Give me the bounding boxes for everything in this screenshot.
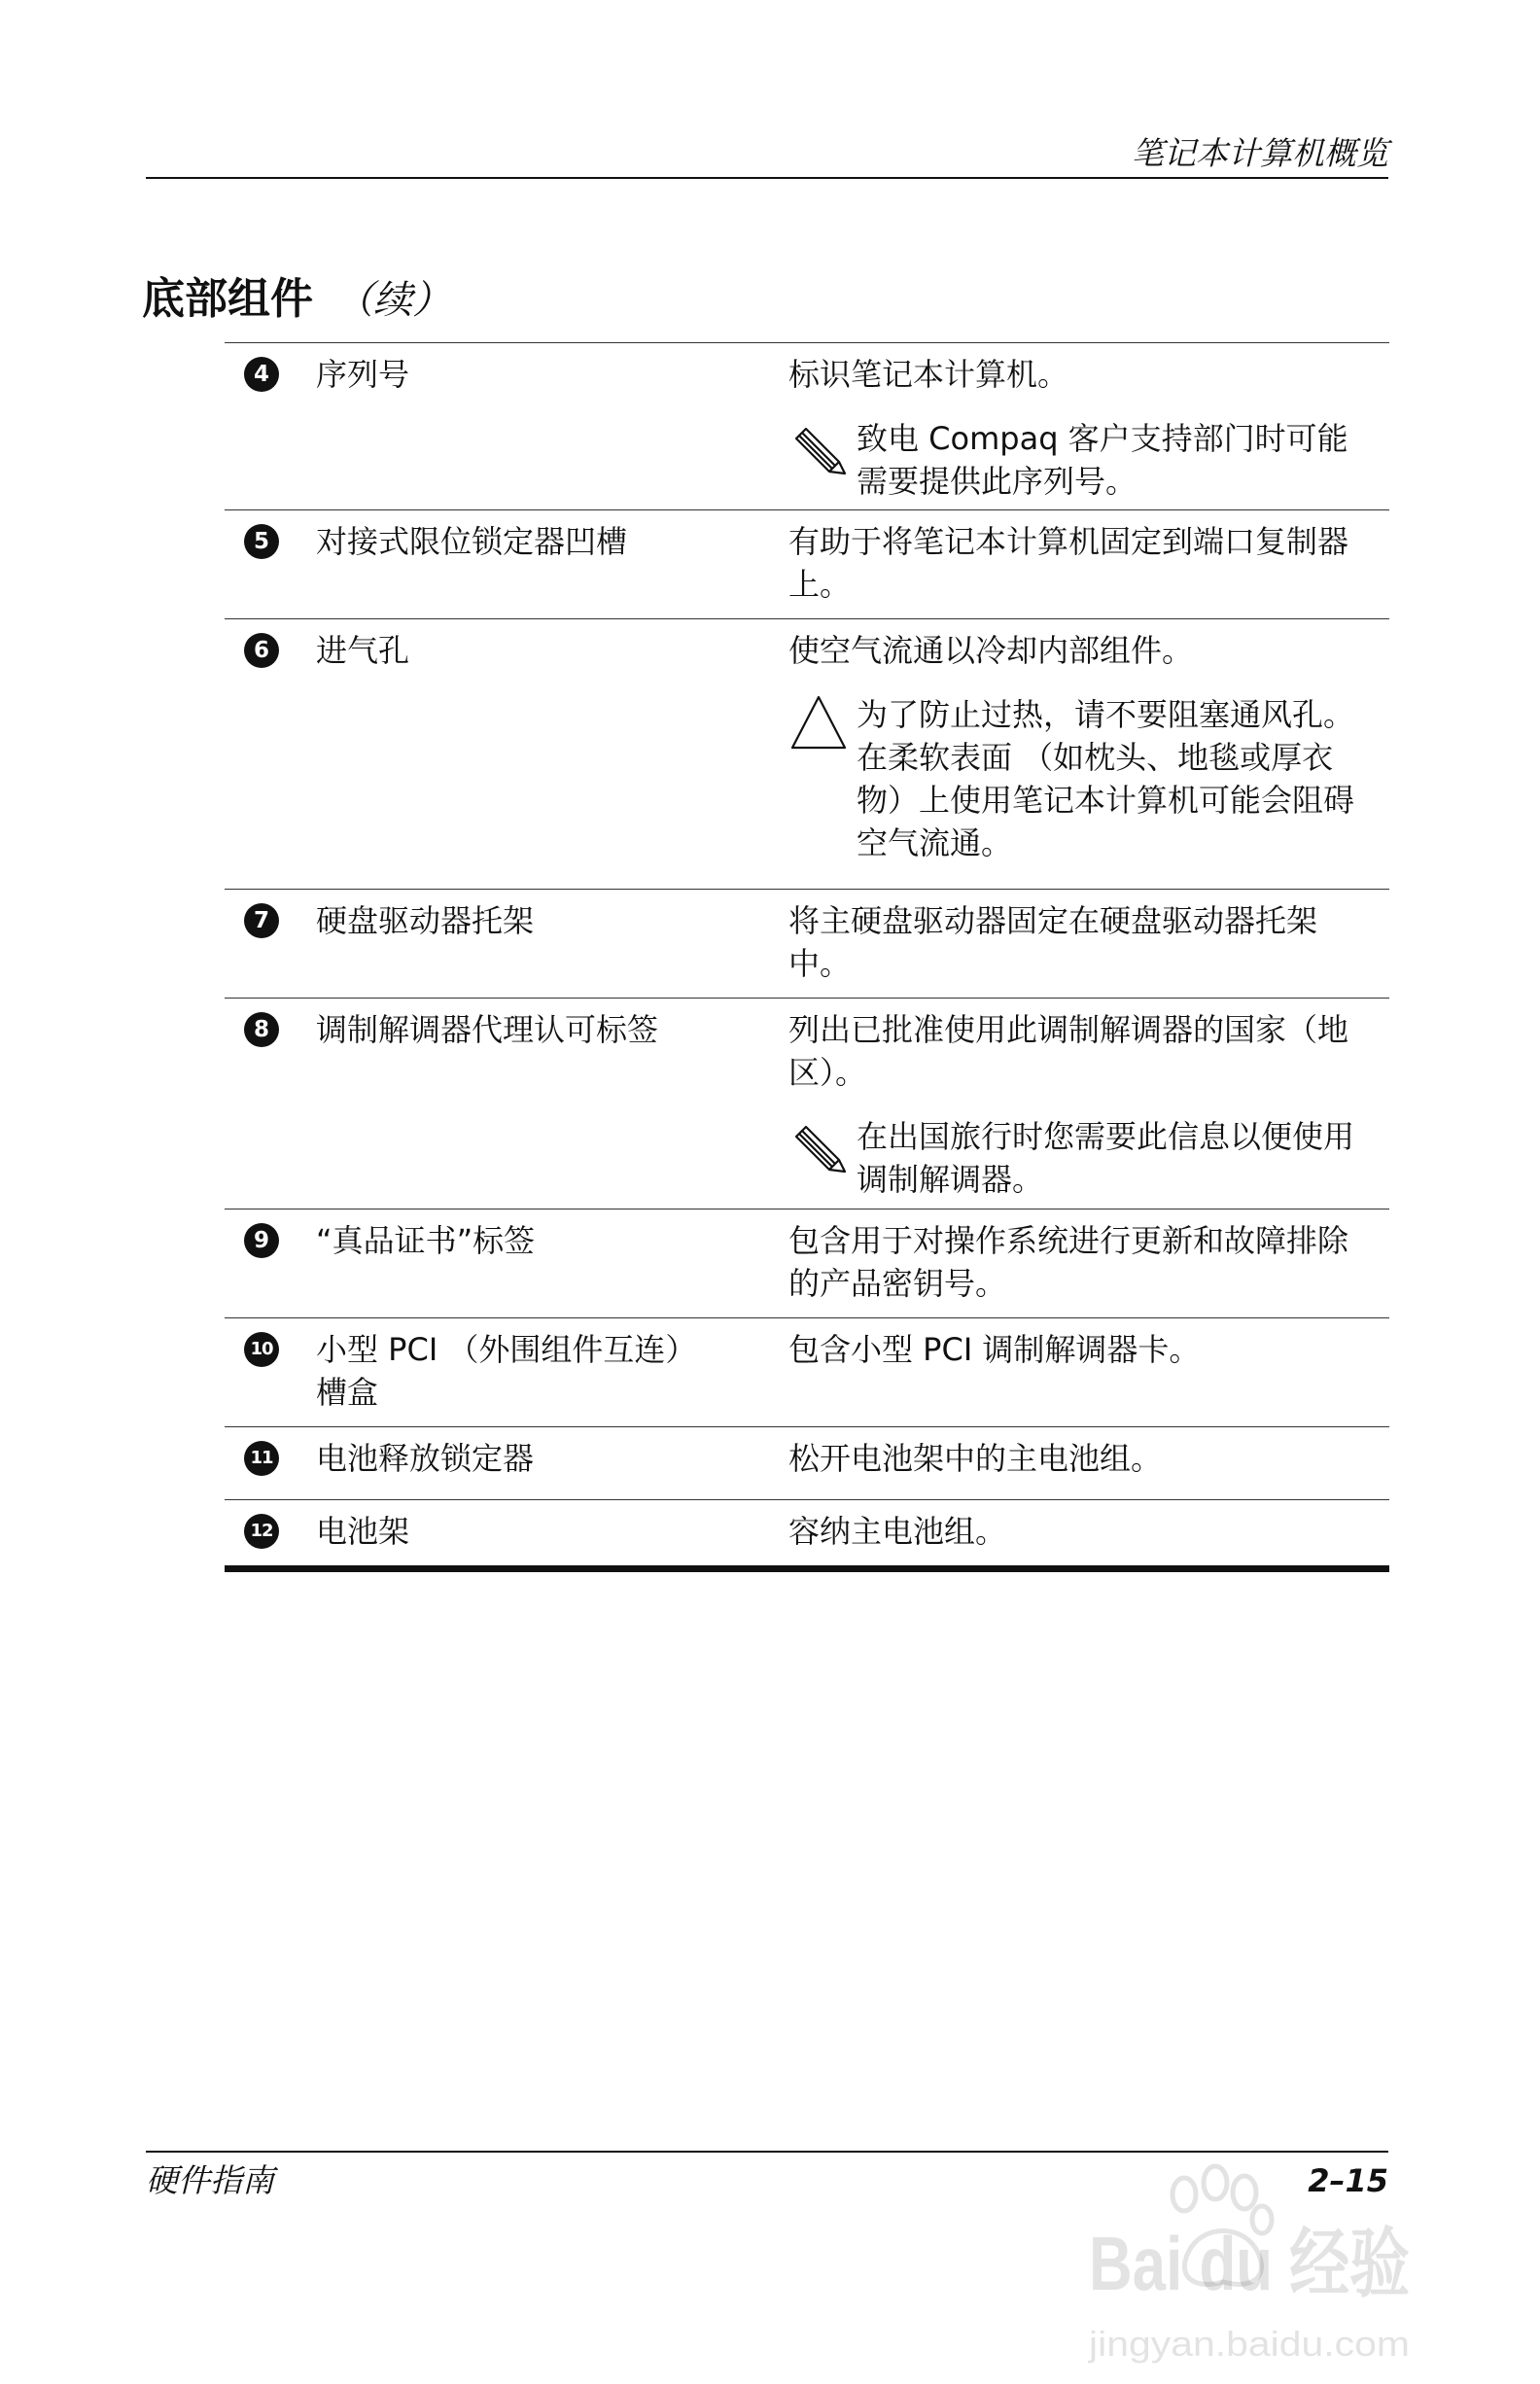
component-name: 调制解调器代理认可标签 [316, 1011, 659, 1048]
component-description: 包含用于对操作系统进行更新和故障排除的产品密钥号。 [788, 1222, 1349, 1302]
callout-number: 11 [244, 1441, 279, 1476]
component-description: 有助于将笔记本计算机固定到端口复制器上。 [788, 523, 1349, 603]
component-name: 电池架 [316, 1513, 410, 1550]
table-row [225, 998, 1389, 1209]
note-text: 在出国旅行时您需要此信息以便使用调制解调器。 [857, 1118, 1355, 1198]
component-name: 硬盘驱动器托架 [316, 902, 535, 939]
component-name: 电池释放锁定器 [316, 1440, 535, 1477]
callout-number: 6 [244, 633, 279, 668]
caution-triangle-icon [788, 693, 849, 754]
section-title-text: 底部组件 [142, 274, 313, 324]
component-description: 包含小型 PCI 调制解调器卡。 [788, 1331, 1201, 1368]
section-title [142, 272, 451, 328]
component-description [788, 353, 1372, 503]
callout-number: 12 [244, 1514, 279, 1549]
pencil-note-icon [788, 1115, 849, 1175]
table-row [225, 618, 1389, 889]
description-text: 使空气流通以冷却内部组件。 [788, 632, 1194, 669]
callout-number: 5 [244, 524, 279, 559]
callout-number: 10 [244, 1332, 279, 1367]
component-name: 序列号 [316, 356, 410, 393]
component-description: 松开电池架中的主电池组。 [788, 1440, 1163, 1477]
section-continued: （续） [334, 278, 451, 323]
note-block [788, 1115, 1372, 1201]
watermark-url: jingyan.baidu.com [1087, 2324, 1410, 2364]
description-text: 标识笔记本计算机。 [788, 356, 1069, 393]
component-description: 容纳主电池组。 [788, 1513, 1007, 1550]
callout-number: 8 [244, 1012, 279, 1047]
callout-number: 9 [244, 1223, 279, 1258]
component-table [225, 342, 1389, 1565]
component-description [788, 1008, 1372, 1201]
pencil-note-icon [788, 417, 849, 477]
note-text: 致电 Compaq 客户支持部门时可能需要提供此序列号。 [857, 420, 1348, 500]
description-text: 列出已批准使用此调制解调器的国家（地区）。 [788, 1011, 1349, 1091]
footer-book-title: 硬件指南 [146, 2161, 274, 2199]
table-bottom-rule [225, 1565, 1389, 1572]
table-row [225, 1499, 1389, 1565]
callout-number: 7 [244, 903, 279, 938]
table-row [225, 1426, 1389, 1499]
table-row [225, 1209, 1389, 1317]
component-description: 将主硬盘驱动器固定在硬盘驱动器托架中。 [788, 902, 1318, 982]
table-row [225, 342, 1389, 509]
running-header [146, 134, 1388, 179]
callout-number: 4 [244, 357, 279, 392]
component-name: 进气孔 [316, 632, 410, 669]
component-name: 小型 PCI （外围组件互连）槽盒 [316, 1331, 697, 1411]
note-block [788, 417, 1372, 503]
component-name: “真品证书”标签 [316, 1222, 536, 1259]
caution-block [788, 693, 1372, 864]
table-row [225, 509, 1389, 618]
watermark-logo-text: Bai du 经验 [1089, 2221, 1410, 2306]
caution-text: 为了防止过热，请不要阻塞通风孔。在柔软表面 （如枕头、地毯或厚衣物）上使用笔记本计算机可能会阻碍空气流通。 [857, 696, 1355, 861]
component-name: 对接式限位锁定器凹槽 [316, 523, 628, 560]
page-number: 2–15 [1308, 2162, 1388, 2199]
table-row [225, 889, 1389, 998]
running-header-title: 笔记本计算机概览 [1132, 134, 1388, 172]
component-description [788, 629, 1372, 864]
table-row [225, 1317, 1389, 1426]
baidu-jingyan-watermark [1079, 2144, 1429, 2377]
